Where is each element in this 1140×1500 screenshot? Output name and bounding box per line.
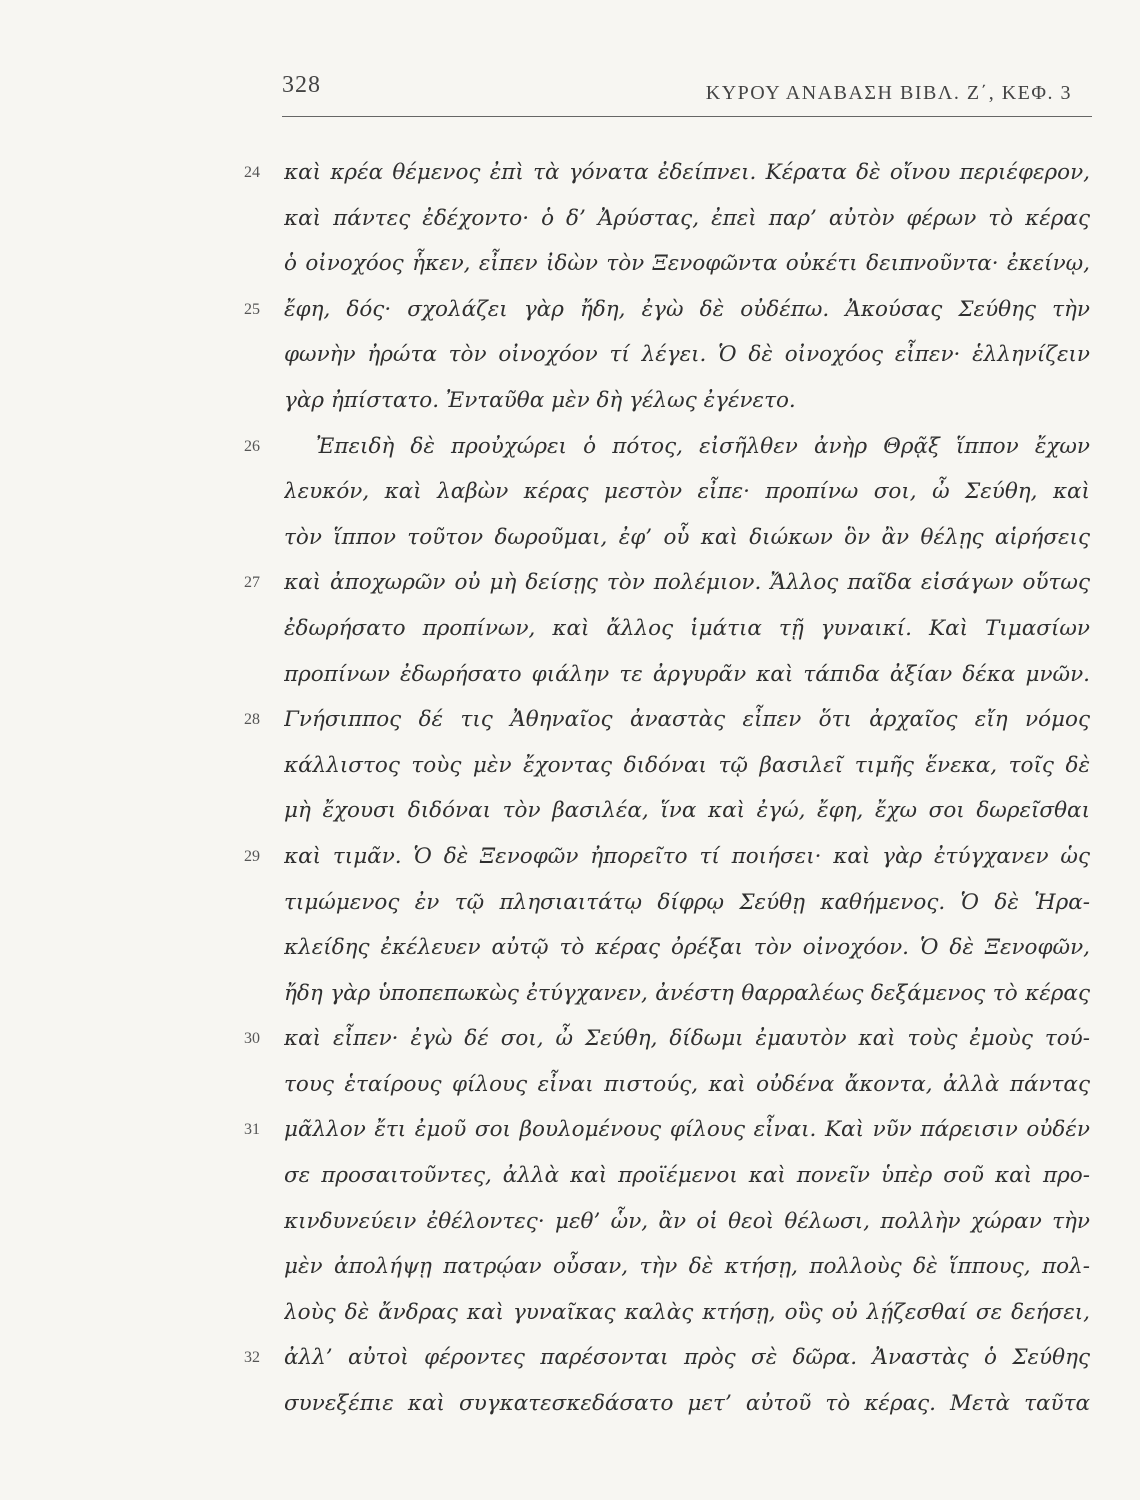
text-line — [244, 150, 1090, 196]
text-line — [244, 196, 1090, 242]
section-number: 29 — [244, 847, 260, 865]
line-text: μὴ ἔχουσι διδόναι τὸν βασιλέα, ἵνα καὶ ἐγώ, ἔφη, ἔχω σοι δωρεῖσθαι — [284, 798, 1090, 824]
text-line — [244, 697, 1090, 743]
text-line — [244, 1335, 1090, 1381]
line-text: ἔφη, δός· σχολάζει γὰρ ἤδη, ἐγὼ δὲ οὐδέπω. Ἀκούσας Σεύθης τὴν — [284, 296, 1090, 322]
line-text: ἐδωρήσατο προπίνων, καὶ ἄλλος ἱμάτια τῇ γυναικί. Καὶ Τιμασίων — [284, 615, 1090, 641]
text-line — [244, 1062, 1090, 1108]
section-number: 30 — [244, 1030, 260, 1048]
text-line — [244, 971, 1090, 1017]
text-line — [244, 925, 1090, 971]
section-number: 28 — [244, 711, 260, 729]
text-line — [244, 1290, 1090, 1336]
header-rule — [282, 116, 1092, 117]
text-line — [244, 788, 1090, 834]
text-line — [244, 515, 1090, 561]
line-text: μὲν ἀπολήψῃ πατρῴαν οὖσαν, τὴν δὲ κτήσῃ, πολλοὺς δὲ ἵππους, πολ- — [284, 1254, 1090, 1280]
text-line — [244, 880, 1090, 926]
line-text: γὰρ ἠπίστατο. Ἐνταῦθα μὲν δὴ γέλως ἐγένετο. — [284, 387, 796, 413]
text-line — [244, 332, 1090, 378]
text-line — [244, 743, 1090, 789]
line-text: τους ἑταίρους φίλους εἶναι πιστούς, καὶ οὐδένα ἄκοντα, ἀλλὰ πάντας — [284, 1071, 1090, 1097]
line-text: κάλλιστος τοὺς μὲν ἔχοντας διδόναι τῷ βασιλεῖ τιμῆς ἕνεκα, τοῖς δὲ — [284, 752, 1090, 778]
running-title: ΚΥΡΟΥ ΑΝΑΒΑΣΗ ΒΙΒΛ. Ζ΄, ΚΕΦ. 3 — [705, 82, 1072, 104]
line-text: λευκόν, καὶ λαβὼν κέρας μεστὸν εἶπε· προπίνω σοι, ὦ Σεύθη, καὶ — [284, 479, 1090, 505]
line-text: ὁ οἰνοχόος ἧκεν, εἶπεν ἰδὼν τὸν Ξενοφῶντα οὐκέτι δειπνοῦντα· ἐκείνῳ, — [284, 251, 1090, 277]
line-text: καὶ κρέα θέμενος ἐπὶ τὰ γόνατα ἐδείπνει. Κέρατα δὲ οἴνου περιέφερον, — [284, 160, 1090, 185]
section-number: 27 — [244, 574, 260, 592]
line-text: μᾶλλον ἔτι ἐμοῦ σοι βουλομένους φίλους εἶναι. Καὶ νῦν πάρεισιν οὐδέν — [284, 1117, 1090, 1143]
line-text: προπίνων ἐδωρήσατο φιάλην τε ἀργυρᾶν καὶ τάπιδα ἀξίαν δέκα μνῶν. — [284, 661, 1090, 687]
line-text: συνεξέπιε καὶ συγκατεσκεδάσατο μετ’ αὐτοῦ τὸ κέρας. Μετὰ ταῦτα — [284, 1391, 1090, 1417]
line-text: τὸν ἵππον τοῦτον δωροῦμαι, ἐφ’ οὗ καὶ διώκων ὃν ἂν θέλῃς αἱρήσεις — [284, 524, 1090, 550]
text-line — [244, 652, 1090, 698]
text-line — [244, 560, 1090, 606]
line-text: Γνήσιππος δέ τις Ἀθηναῖος ἀναστὰς εἶπεν ὅτι ἀρχαῖος εἴη νόμος — [284, 707, 1090, 733]
section-number: 31 — [244, 1121, 260, 1139]
body-text — [244, 150, 1090, 1427]
text-line — [244, 606, 1090, 652]
text-line — [244, 378, 1090, 424]
text-line — [244, 1016, 1090, 1062]
page-number: 328 — [282, 72, 321, 98]
text-line — [244, 287, 1090, 333]
text-line — [244, 834, 1090, 880]
line-text: φωνὴν ἠρώτα τὸν οἰνοχόον τί λέγει. Ὁ δὲ οἰνοχόος εἶπεν· ἑλληνίζειν — [284, 342, 1090, 368]
line-text: ἤδη γὰρ ὑποπεπωκὼς ἐτύγχανεν, ἀνέστη θαρραλέως δεξάμενος τὸ κέρας — [284, 980, 1090, 1006]
section-number: 26 — [244, 437, 260, 455]
line-text: λοὺς δὲ ἄνδρας καὶ γυναῖκας καλὰς κτήσῃ, οὓς οὐ λῄζεσθαί σε δεήσει, — [284, 1299, 1090, 1325]
line-text: καὶ εἶπεν· ἐγὼ δέ σοι, ὦ Σεύθη, δίδωμι ἐμαυτὸν καὶ τοὺς ἐμοὺς τού- — [284, 1026, 1090, 1052]
line-text: τιμώμενος ἐν τῷ πλησιαιτάτῳ δίφρῳ Σεύθῃ καθήμενος. Ὁ δὲ Ἡρα- — [284, 889, 1090, 915]
text-line — [244, 1107, 1090, 1153]
section-number: 25 — [244, 300, 260, 318]
line-text: καὶ τιμᾶν. Ὁ δὲ Ξενοφῶν ἠπορεῖτο τί ποιήσει· καὶ γὰρ ἐτύγχανεν ὡς — [284, 843, 1090, 869]
section-number: 24 — [244, 164, 260, 181]
text-line — [244, 1199, 1090, 1245]
text-line — [244, 1244, 1090, 1290]
line-text: κλείδης ἐκέλευεν αὐτῷ τὸ κέρας ὀρέξαι τὸν οἰνοχόον. Ὁ δὲ Ξενοφῶν, — [284, 935, 1090, 961]
text-line — [244, 424, 1090, 470]
line-text: σε προσαιτοῦντες, ἀλλὰ καὶ προϊέμενοι καὶ πονεῖν ὑπὲρ σοῦ καὶ προ- — [284, 1163, 1090, 1189]
line-text: κινδυνεύειν ἐθέλοντες· μεθ’ ὧν, ἂν οἱ θεοὶ θέλωσι, πολλὴν χώραν τὴν — [284, 1208, 1090, 1234]
line-text: Ἐπειδὴ δὲ προὐχώρει ὁ πότος, εἰσῆλθεν ἀνὴρ Θρᾷξ ἵππον ἔχων — [316, 433, 1090, 459]
line-text: καὶ πάντες ἐδέχοντο· ὁ δ’ Ἀρύστας, ἐπεὶ παρ’ αὐτὸν φέρων τὸ κέρας — [284, 205, 1090, 231]
text-line — [244, 1381, 1090, 1427]
text-line — [244, 469, 1090, 515]
running-head — [282, 70, 1072, 106]
line-text: ἀλλ’ αὐτοὶ φέροντες παρέσονται πρὸς σὲ δῶρα. Ἀναστὰς ὁ Σεύθης — [284, 1345, 1090, 1371]
section-number: 32 — [244, 1349, 260, 1367]
text-line — [244, 241, 1090, 287]
text-line — [244, 1153, 1090, 1199]
line-text: καὶ ἀποχωρῶν οὐ μὴ δείσῃς τὸν πολέμιον. Ἄλλος παῖδα εἰσάγων οὕτως — [284, 570, 1090, 596]
